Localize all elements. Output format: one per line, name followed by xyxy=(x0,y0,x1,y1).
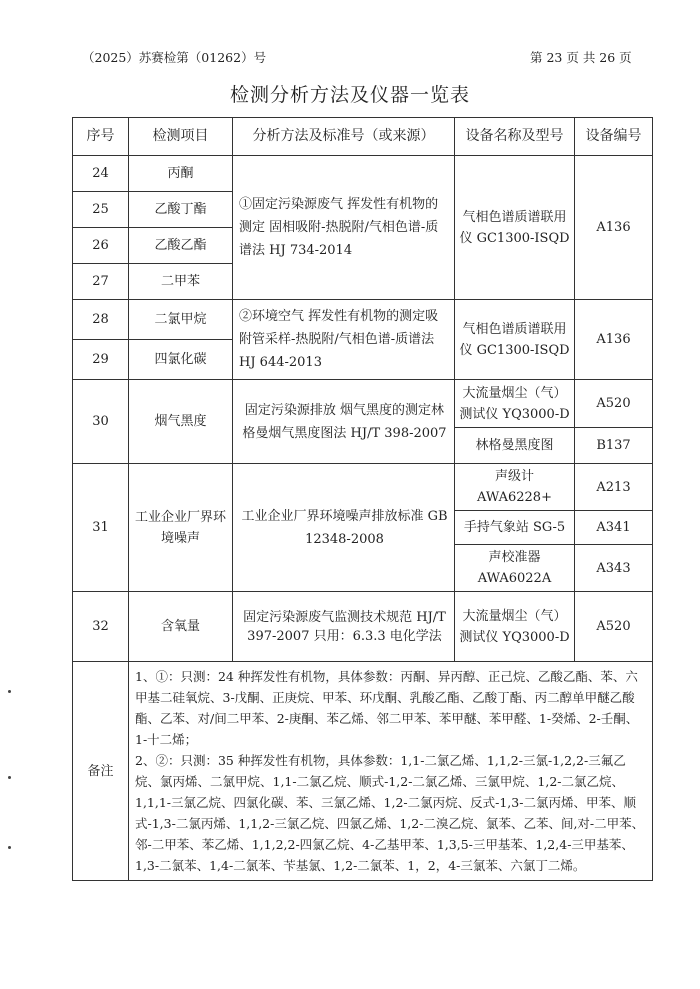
row-number: 29 xyxy=(73,340,129,380)
scan-mark xyxy=(8,846,11,849)
row-number: 26 xyxy=(73,228,129,264)
device-cell: 大流量烟尘（气）测试仪 YQ3000-D xyxy=(455,592,575,662)
column-header: 检测项目 xyxy=(129,118,233,156)
note-2: 2、②：只测：35 种挥发性有机物，具体参数：1,1-二氯乙烯、1,1,2-三氯-1,2,2-三氟乙烷、氯丙烯、二氯甲烷、1,1-二氯乙烷、顺式-1,2-二氯乙烯、三氯甲烷、1,2-二氯乙烷、1,1,1-三氯乙烷、四氯化碳、苯、三氯乙烯、1,2-二氯丙烷、反式-1,3-二氯丙烯、甲苯、顺式-1,3-二氯丙烯、1,1,2-三氯乙烷、四氯乙烯、1,2-二溴乙烷、氯苯、乙苯、间,对-二甲苯、邻-二甲苯、苯乙烯、1,1,2,2-四氯乙烷、4-乙基甲苯、1,3,5-三甲基苯、1,2,4-三甲基苯、1,3-二氯苯、1,4-二氯苯、苄基氯、1,2-二氯苯、1，2，4-三氯苯、六氯丁二烯。 xyxy=(135,753,645,873)
row-number: 30 xyxy=(73,380,129,464)
device-code: B137 xyxy=(575,428,653,464)
table-row xyxy=(73,300,653,340)
test-item: 四氯化碳 xyxy=(129,340,233,380)
column-header: 设备名称及型号 xyxy=(455,118,575,156)
row-number: 32 xyxy=(73,592,129,662)
scan-mark xyxy=(8,690,11,693)
test-item: 工业企业厂界环境噪声 xyxy=(129,464,233,592)
test-item: 乙酸丁酯 xyxy=(129,192,233,228)
device-cell: 大流量烟尘（气）测试仪 YQ3000-D xyxy=(455,380,575,428)
device-code: A136 xyxy=(575,156,653,300)
device-code: A136 xyxy=(575,300,653,380)
test-item: 二甲苯 xyxy=(129,264,233,300)
column-header: 序号 xyxy=(73,118,129,156)
row-number: 25 xyxy=(73,192,129,228)
method-cell: ②环境空气 挥发性有机物的测定吸附管采样-热脱附/气相色谱-质谱法 HJ 644-2013 xyxy=(233,300,455,380)
table-row xyxy=(73,380,653,428)
device-cell: 气相色谱质谱联用仪 GC1300-ISQD xyxy=(455,156,575,300)
test-item: 丙酮 xyxy=(129,156,233,192)
row-number: 28 xyxy=(73,300,129,340)
device-code: A213 xyxy=(575,464,653,511)
method-cell: 固定污染源废气监测技术规范 HJ/T 397-2007 只用：6.3.3 电化学法 xyxy=(233,592,455,662)
notes-row xyxy=(73,662,653,881)
device-code: A520 xyxy=(575,380,653,428)
row-number: 31 xyxy=(73,464,129,592)
test-item: 烟气黑度 xyxy=(129,380,233,464)
report-number: （2025）苏赛检第（01262）号 xyxy=(82,50,267,65)
device-code: A341 xyxy=(575,511,653,545)
scan-mark xyxy=(8,776,11,779)
device-cell: 声校准器 AWA6022A xyxy=(455,545,575,592)
device-cell: 声级计 AWA6228+ xyxy=(455,464,575,511)
notes-label: 备注 xyxy=(73,662,129,881)
note-1: 1、①：只测：24 种挥发性有机物，具体参数：丙酮、异丙醇、正己烷、乙酸乙酯、苯、六甲基二硅氧烷、3-戊酮、正庚烷、甲苯、环戊酮、乳酸乙酯、乙酸丁酯、丙二醇单甲醚乙酸酯、乙苯、对/间二甲苯、2-庚酮、苯乙烯、邻二甲苯、苯甲醚、苯甲醛、1-癸烯、2-壬酮、1-十二烯； xyxy=(135,669,639,747)
column-header: 设备编号 xyxy=(575,118,653,156)
method-cell: 工业企业厂界环境噪声排放标准 GB 12348-2008 xyxy=(233,464,455,592)
table-row xyxy=(73,464,653,511)
test-item: 含氧量 xyxy=(129,592,233,662)
device-cell: 林格曼黑度图 xyxy=(455,428,575,464)
column-header: 分析方法及标准号（或来源） xyxy=(233,118,455,156)
device-cell: 手持气象站 SG-5 xyxy=(455,511,575,545)
page-title: 检测分析方法及仪器一览表 xyxy=(229,84,470,106)
row-number: 24 xyxy=(73,156,129,192)
row-number: 27 xyxy=(73,264,129,300)
test-item: 乙酸乙酯 xyxy=(129,228,233,264)
table-row xyxy=(73,156,653,192)
table-row xyxy=(73,592,653,662)
page-indicator: 第 23 页 共 26 页 xyxy=(530,50,632,65)
table-header-row xyxy=(73,118,653,156)
device-code: A343 xyxy=(575,545,653,592)
test-item: 二氯甲烷 xyxy=(129,300,233,340)
method-cell: ①固定污染源废气 挥发性有机物的测定 固相吸附-热脱附/气相色谱-质谱法 HJ 734-2014 xyxy=(233,156,455,300)
notes-content xyxy=(129,662,653,881)
methods-table xyxy=(72,117,653,881)
device-code: A520 xyxy=(575,592,653,662)
device-cell: 气相色谱质谱联用仪 GC1300-ISQD xyxy=(455,300,575,380)
method-cell: 固定污染源排放 烟气黑度的测定林格曼烟气黑度图法 HJ/T 398-2007 xyxy=(233,380,455,464)
